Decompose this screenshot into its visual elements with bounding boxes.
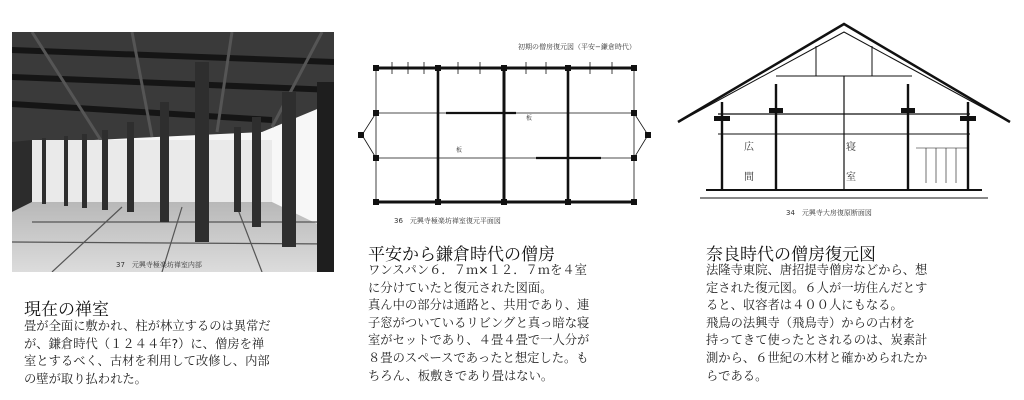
right-body-line: 法隆寺東院、唐招提寺僧房などから、想 (706, 263, 928, 277)
zendo-interior-photo (12, 32, 334, 272)
middle-body-line: 子窓がついているリビングと真っ暗な寝 (368, 315, 590, 330)
right-body-line: ると、収容者は４００人にもなる。 (706, 298, 903, 313)
floor-plan-figure (346, 40, 658, 230)
cross-section-caption: 34 元興寺大房復原断面図 (786, 209, 872, 217)
right-body-line: らである。 (706, 368, 768, 383)
floor-plan-title: 初期の僧房復元図（平安−鎌倉時代） (518, 43, 636, 51)
left-body-line: が、鎌倉時代（１２４４年?）に、僧房を禅 (24, 336, 265, 351)
section-label-shitsu: 室 (846, 172, 856, 183)
left-body (24, 318, 271, 388)
middle-body-line: ８畳のスペースであったと想定した。も (368, 350, 589, 365)
photo-caption: 37 元興寺極楽坊禅室内部 (116, 261, 202, 269)
middle-body-line: 真ん中の部分は通路と、共用であり、連 (368, 298, 590, 313)
right-body-line: 測から、６世紀の木材と確かめられたか (706, 350, 928, 365)
right-body-line: 飛鳥の法興寺（飛鳥寺）からの古材を (706, 315, 916, 330)
right-body-line: 持ってきて使ったとされるのは、炭素計 (706, 333, 928, 348)
section-label-ma: 間 (744, 172, 754, 183)
section-label-shin: 寝 (846, 142, 856, 153)
cross-section-drawing (676, 18, 1012, 220)
zendo-interior-illustration (12, 32, 334, 272)
left-heading: 現在の禅室 (24, 300, 109, 320)
cross-section-figure (676, 18, 1012, 220)
middle-body-line: ちろん、板敷きであり畳はない。 (368, 368, 554, 383)
right-heading: 奈良時代の僧房復元図 (706, 245, 876, 265)
plan-label-lower: 板 (456, 147, 463, 154)
left-body-line: 室とするべく、古材を利用して改修し、内部 (24, 354, 270, 369)
middle-heading: 平安から鎌倉時代の僧房 (368, 245, 555, 265)
floor-plan-drawing (346, 40, 658, 230)
section-label-hiro: 広 (744, 142, 754, 153)
middle-body-line: に分けていたと復元された図面。 (368, 280, 553, 295)
right-body (706, 262, 927, 385)
left-body-line: 畳が全面に敷かれ、柱が林立するのは異常だ (24, 319, 271, 333)
middle-body-line: ワンスパン６．７ｍ×１２．７ｍを４室 (368, 263, 587, 277)
plan-label-upper: 板 (526, 115, 533, 122)
middle-body-line: 室がセットであり、４畳４畳で一人分が (368, 333, 590, 348)
left-body-line: の壁が取り払われた。 (24, 371, 147, 386)
middle-body (368, 262, 589, 385)
right-body-line: 定された復元図。６人が一坊住んだとす (706, 280, 928, 295)
floor-plan-caption: 36 元興寺極楽坊禅室復元平面図 (394, 217, 501, 225)
